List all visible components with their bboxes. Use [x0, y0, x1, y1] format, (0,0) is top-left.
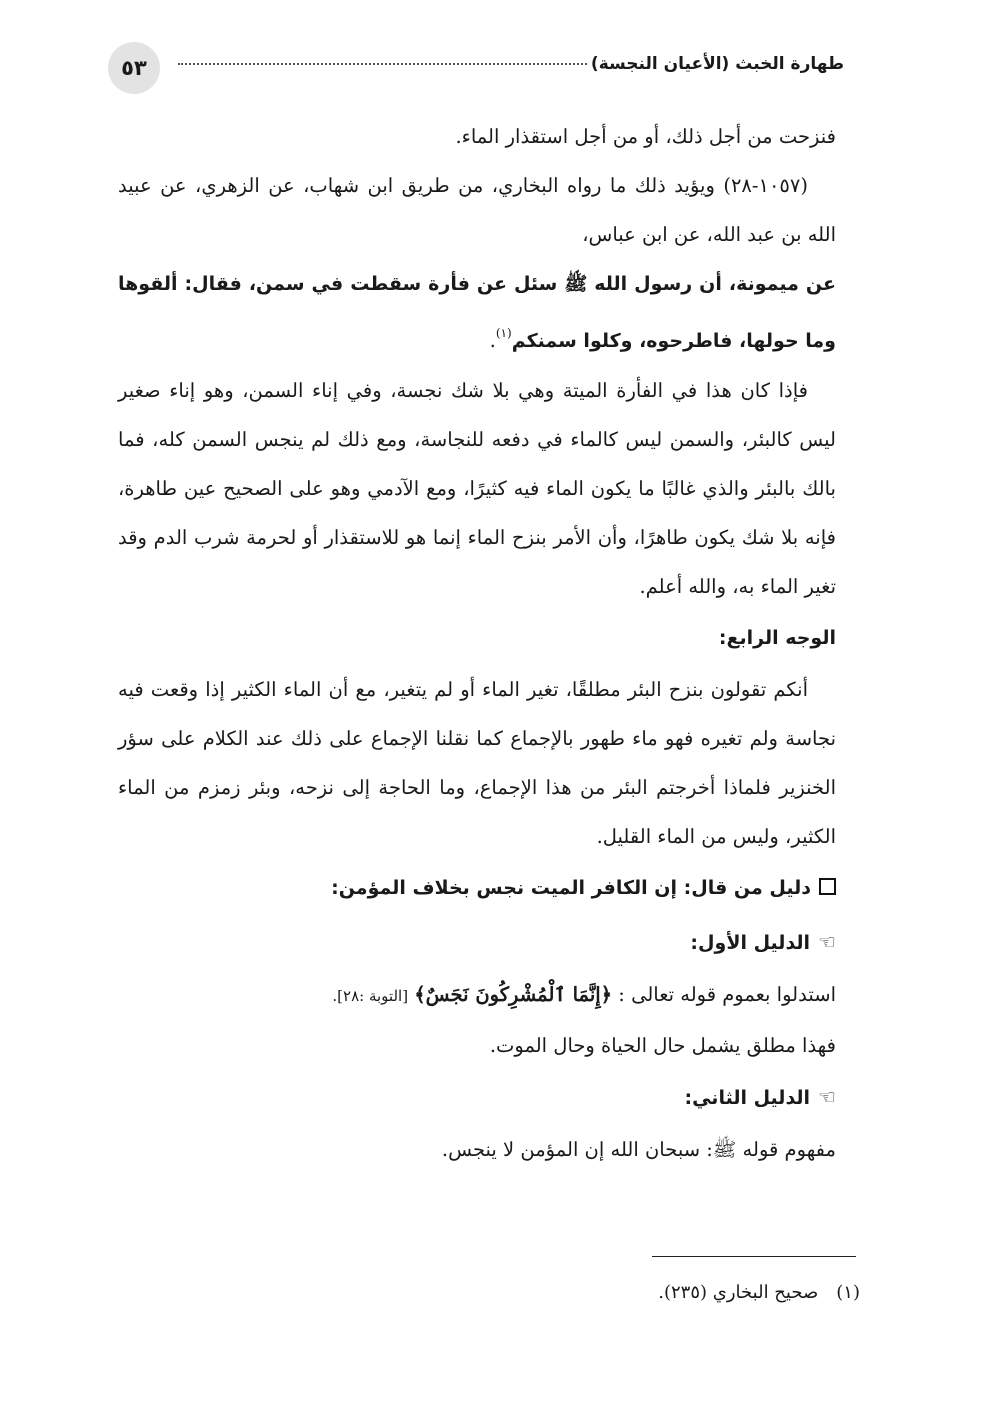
hadith-end: . — [489, 329, 496, 352]
paragraph: فنزحت من أجل ذلك، أو من أجل استقذار الماء. — [455, 125, 836, 148]
page-number: ٥٣ — [121, 56, 147, 80]
quran-reference: [التوبة :٢٨]. — [332, 987, 409, 1005]
page-number-badge — [108, 42, 160, 94]
footnote — [480, 1278, 860, 1308]
paragraph-quran — [118, 970, 836, 1021]
evidence-heading-1-text: الدليل الأول: — [690, 932, 811, 954]
hadith-text — [118, 259, 836, 366]
section-heading — [118, 861, 836, 915]
hadith-chain: (١٠٥٧-٢٨) ويؤيد ذلك ما رواه البخاري، من طريق ابن شهاب، عن الزهري، عن عبيد الله بن عبد الله، عن ابن عباس، — [118, 174, 836, 246]
main-text — [118, 112, 836, 1174]
evidence-heading-2 — [118, 1070, 836, 1125]
page-header — [108, 36, 844, 100]
footnote-ref[interactable]: (١) — [495, 326, 512, 340]
running-header — [174, 54, 844, 74]
hadith-matn: عن ميمونة، أن رسول الله ﷺ سئل عن فأرة سقطت في سمن، فقال: ألقوها وما حولها، فاطرحوه، وكلوا سمنكم — [118, 273, 836, 352]
paragraph: أنكم تقولون بنزح البئر مطلقًا، تغير الماء أو لم يتغير، مع أن الماء الكثير إذا وقعت فيه نجاسة ولم تغيره فهو ماء طهور بالإجماع كما نقلنا الإجماع على ذلك عند الكلام على سؤر الخنزير فلماذا أخرجتم البئر من هذا الإجماع، وما الحاجة إلى نزحه، وبئر زمزم من الماء الكثير، وليس من الماء القليل. — [118, 678, 836, 848]
running-title: طهارة الخبث (الأعيان النجسة) — [590, 54, 844, 74]
evidence-heading-1 — [118, 915, 836, 970]
paragraph: فإذا كان هذا في الفأرة الميتة وهي بلا شك نجسة، وفي إناء السمن، وهو إناء صغير ليس كالبئر، والسمن ليس كالماء في دفعه للنجاسة، ومع ذلك لم ينجس السمن كله، فما بالك بالبئر والذي غالبًا ما يكون الماء فيه كثيرًا، ومع الآدمي وهو على الصحيح عين طاهرة، فإنه بلا شك يكون طاهرًا، وأن الأمر بنزح الماء إنما هو للاستقذار أو لحرمة شرب الدم وقد تغير الماء به، والله أعلم. — [118, 379, 836, 598]
footnote-text: صحيح البخاري (٢٣٥). — [658, 1282, 819, 1303]
paragraph: فهذا مطلق يشمل حال الحياة وحال الموت. — [489, 1034, 836, 1057]
quran-verse: ﴿إِنَّمَا ٱلْمُشْرِكُونَ نَجَسٌ﴾ — [414, 983, 613, 1006]
evidence-heading-2-text: الدليل الثاني: — [684, 1087, 811, 1109]
section-heading-text: دليل من قال: إن الكافر الميت نجس بخلاف المؤمن: — [331, 877, 811, 899]
pointing-hand-icon: ☜ — [818, 930, 836, 954]
square-outline-icon — [819, 878, 836, 895]
paragraph: مفهوم قوله ﷺ: سبحان الله إن المؤمن لا ينجس. — [441, 1138, 836, 1161]
footnote-divider — [652, 1256, 856, 1257]
heading-fourth-aspect: الوجه الرابع: — [718, 627, 836, 649]
pointing-hand-icon: ☜ — [818, 1085, 836, 1109]
header-dotted-leader — [178, 63, 587, 65]
quran-intro: استدلوا بعموم قوله تعالى : — [618, 983, 836, 1006]
footnote-number: (١) — [836, 1282, 860, 1303]
